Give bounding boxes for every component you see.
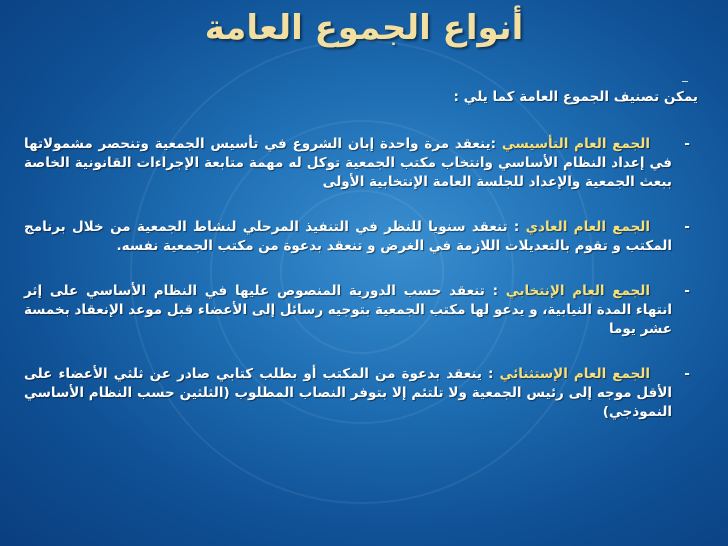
bullet-dash: - bbox=[684, 219, 690, 235]
item-text bbox=[24, 365, 672, 422]
slide-title: أنواع الجموع العامة bbox=[204, 8, 524, 48]
decorative-dash bbox=[682, 81, 688, 82]
list-item bbox=[24, 282, 700, 339]
item-term: الجمع العام العادي bbox=[525, 219, 650, 235]
list-item bbox=[24, 365, 700, 422]
item-term: الجمع العام الإستثنائي bbox=[499, 366, 650, 382]
item-text bbox=[24, 218, 672, 256]
item-text bbox=[24, 135, 672, 192]
intro-text: يمكن تصنيف الجموع العامة كما يلي : bbox=[453, 89, 698, 105]
item-body: : تنعقد حسب الدورية المنصوص عليها في النظام الأساسي على إثر انتهاء المدة النيابية، و يدعو لها مكتب الجمعية بتوجيه رسائل إلى الأعضاء قبل موعد الإنعقاد بخمسة عشر يوما bbox=[24, 283, 672, 337]
item-body: :ينعقد مرة واحدة إبان الشروع في تأسيس الجمعية وتنحصر مشمولاتها في إعداد النظام الأساسي وانتخاب مكتب الجمعية توكل له مهمة متابعة الإجراءات القانونية الخاصة ببعث الجمعية والإعداد للجلسة العامة الإنتخابية الأولى bbox=[24, 136, 672, 190]
slide-content bbox=[24, 88, 700, 448]
item-term: الجمع العام التأسيسي bbox=[501, 136, 650, 152]
bullet-dash: - bbox=[684, 366, 690, 382]
item-body: : تنعقد سنويا للنظر في التنفيذ المرحلي لنشاط الجمعية من خلال برنامج المكتب و تقوم بالتعديلات اللازمة في الغرض و تنعقد بدعوة من مكتب الجمعية نفسه. bbox=[24, 219, 672, 254]
item-body: : ينعقد بدعوة من المكتب أو بطلب كتابي صادر عن ثلثي الأعضاء على الأقل موجه إلى رئيس الجمعية ولا تلتئم إلا بتوفر النصاب المطلوب (الثلثين حسب النظام الأساسي النموذجي) bbox=[24, 366, 672, 420]
bullet-dash: - bbox=[684, 136, 690, 152]
list-item bbox=[24, 135, 700, 192]
item-text bbox=[24, 282, 672, 339]
item-term: الجمع العام الإنتخابي bbox=[505, 283, 650, 299]
bullet-dash: - bbox=[684, 283, 690, 299]
list-item bbox=[24, 218, 700, 256]
